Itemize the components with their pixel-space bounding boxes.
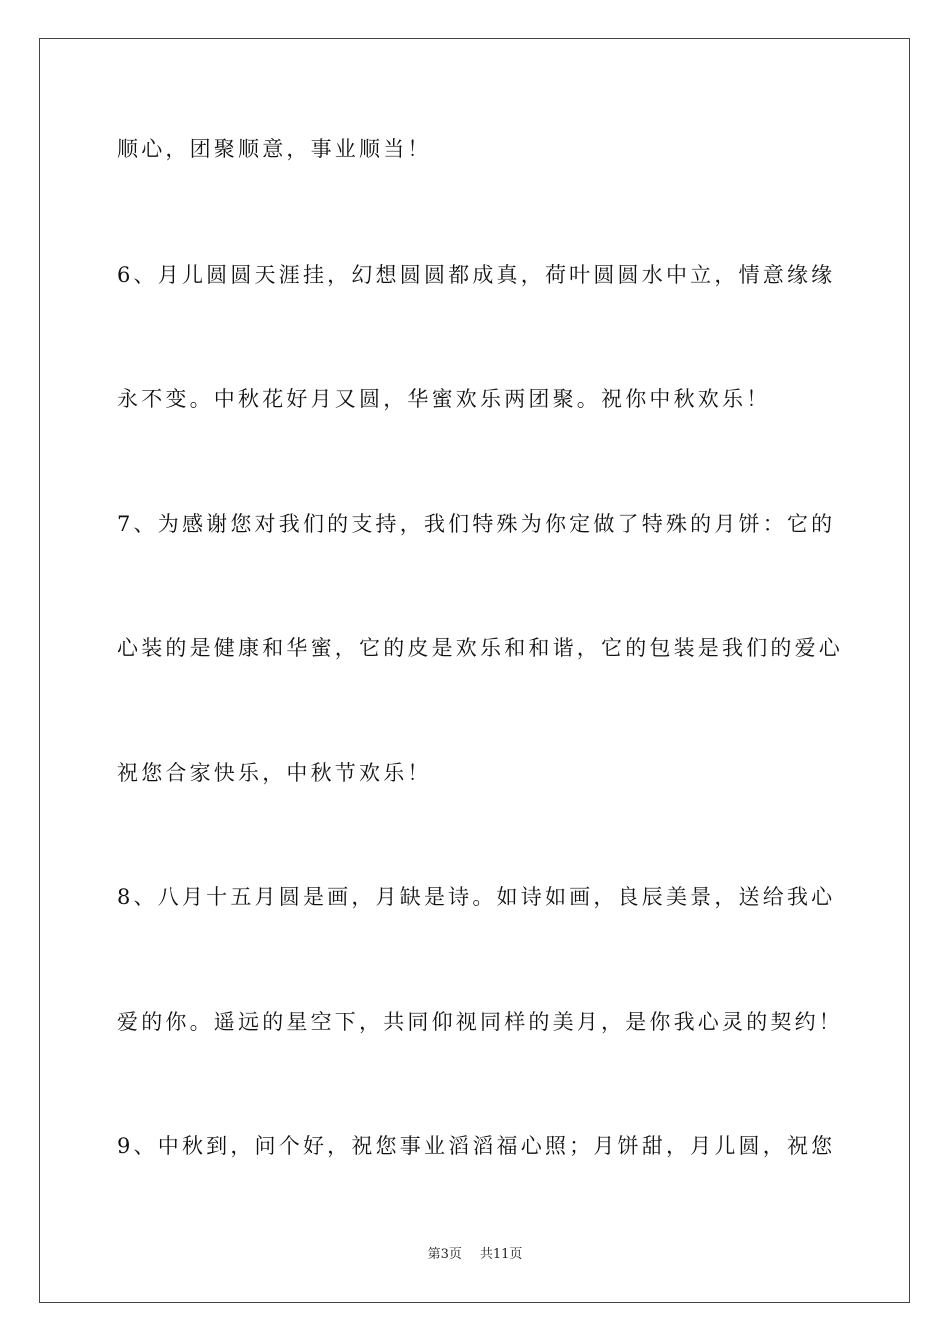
text-line-1: 顺心，团聚顺意，事业顺当！	[117, 137, 432, 161]
page-number: 第3页	[427, 1247, 462, 1262]
text-line-8: 爱的你。遥远的星空下，共同仰视同样的美月，是你我心灵的契约！	[117, 1010, 843, 1034]
page-footer	[0, 1247, 950, 1263]
text-line-3: 永不变。中秋花好月又圆，华蜜欢乐两团聚。祝你中秋欢乐！	[117, 387, 771, 411]
text-line-2: 6、月儿圆圆天涯挂，幻想圆圆都成真，荷叶圆圆水中立，情意缘缘	[117, 263, 836, 287]
text-line-7: 8、八月十五月圆是画，月缺是诗。如诗如画，良辰美景，送给我心	[117, 885, 836, 909]
text-line-6: 祝您合家快乐，中秋节欢乐！	[117, 761, 432, 785]
page-border	[39, 38, 910, 1303]
page-total: 共11页	[479, 1247, 523, 1262]
text-line-5: 心装的是健康和华蜜，它的皮是欢乐和和谐，它的包装是我们的爱心	[117, 636, 843, 660]
text-line-9: 9、中秋到，问个好，祝您事业滔滔福心照；月饼甜，月儿圆，祝您	[117, 1134, 836, 1158]
text-line-4: 7、为感谢您对我们的支持，我们特殊为你定做了特殊的月饼：它的	[117, 512, 836, 536]
